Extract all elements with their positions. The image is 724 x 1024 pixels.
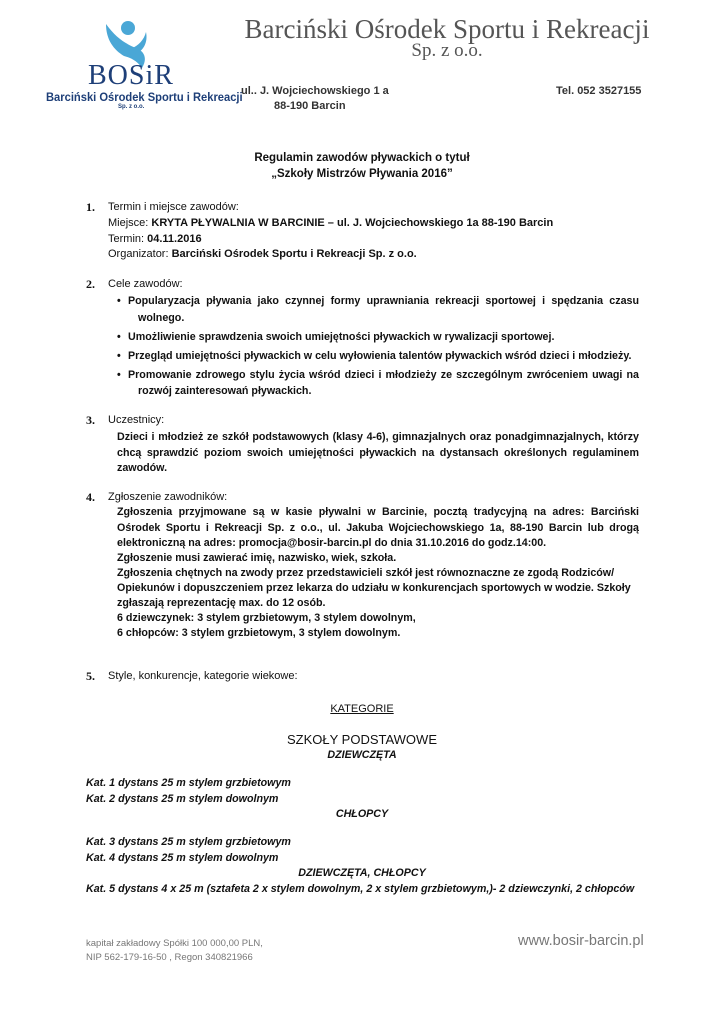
registration-required: Zgłoszenie musi zawierać imię, nazwisko, wiek, szkoła. — [117, 552, 397, 564]
place-value: KRYTA PŁYWALNIA W BARCINIE – ul. J. Wojciechowskiego 1a 88-190 Barcin — [151, 217, 554, 229]
company-sub: Sp. z o.o. — [411, 40, 483, 61]
date-value: 04.11.2016 — [147, 233, 202, 245]
logo-spz: Sp. z o.o. — [118, 104, 145, 110]
organizer-label: Organizator: — [108, 248, 172, 260]
category-1: Kat. 1 dystans 25 m stylem grzbietowym — [86, 777, 291, 789]
footer-capital: kapitał zakładowy Spółki 100 000,00 PLN, — [86, 938, 263, 949]
registration-consent-3: zgłaszają reprezentację max. do 12 osób. — [117, 597, 326, 609]
section-5-heading: Style, konkurencje, kategorie wiekowe: — [108, 670, 298, 682]
participants-text: Dzieci i młodzież ze szkół podstawowych (klasy 4-6), gimnazjalnych oraz ponadgimnazjalnych, którzy chcą sprawdzić poziom swoich umiejętności pływackich na dystansach określonych regulaminem zawodów. — [117, 431, 639, 474]
category-2: Kat. 2 dystans 25 m stylem dowolnym — [86, 793, 279, 805]
registration-boys: 6 chłopców: 3 stylem grzbietowym, 3 stylem dowolnym. — [117, 627, 401, 639]
goal-2: Umożliwienie sprawdzenia swoich umiejętności pływackich w rywalizacji sportowej. — [128, 330, 555, 343]
section-1-number: 1. — [86, 200, 95, 214]
date-label: Termin: — [108, 233, 148, 245]
section-1-place — [108, 217, 553, 229]
logo-subtitle: Barciński Ośrodek Sportu i Rekreacji — [46, 90, 243, 104]
goal-4-line-1: Promowanie zdrowego stylu życia wśród dzieci i młodzieży ze szczególnym zwróceniem uwagi na — [128, 368, 639, 381]
logo-wordmark: BOSiR — [88, 60, 174, 91]
section-3-heading: Uczestnicy: — [108, 414, 165, 426]
registration-girls: 6 dziewczynek: 3 stylem grzbietowym, 3 stylem dowolnym, — [117, 612, 416, 624]
bullet-icon: • — [117, 330, 121, 343]
section-5-number: 5. — [86, 669, 95, 683]
bullet-icon: • — [117, 349, 121, 362]
list-item — [117, 329, 639, 346]
category-4: Kat. 4 dystans 25 m stylem dowolnym — [86, 852, 279, 864]
place-label: Miejsce: — [108, 217, 152, 229]
section-1-heading: Termin i miejsce zawodów: — [108, 201, 239, 213]
doc-title-line2: „Szkoły Mistrzów Pływania 2016” — [271, 168, 453, 180]
list-item — [117, 367, 639, 400]
section-4-number: 4. — [86, 490, 95, 504]
doc-title-line1: Regulamin zawodów pływackich o tytuł — [254, 152, 470, 164]
section-2-heading: Cele zawodów: — [108, 278, 183, 290]
category-3: Kat. 3 dystans 25 m stylem grzbietowym — [86, 836, 291, 848]
girls-heading: DZIEWCZĘTA — [327, 749, 397, 761]
goal-1-line-2: wolnego. — [138, 311, 185, 324]
goals-list — [117, 293, 639, 402]
bullet-icon: • — [117, 295, 121, 307]
address-line-2: 88-190 Barcin — [274, 100, 346, 112]
section-4-heading: Zgłoszenie zawodników: — [108, 491, 228, 503]
mixed-heading: DZIEWCZĘTA, CHŁOPCY — [298, 867, 426, 879]
phone-number: Tel. 052 3527155 — [556, 85, 642, 97]
section-1-organizer — [108, 248, 417, 260]
bullet-icon: • — [117, 368, 121, 381]
registration-consent-1: Zgłoszenia chętnych na zwody przez przedstawicieli szkół jest równoznaczne ze zgodą Rodziców/ — [117, 567, 615, 579]
registration-consent-2: Opiekunów i dopuszczeniem przez lekarza do udziału w konkurencjach sportowych w wodzie. Szkoły — [117, 582, 631, 594]
registration-paragraph: Zgłoszenia przyjmowane są w kasie pływalni w Barcinie, pocztą tradycyjną na adres: Barciński Ośrodek Sportu i Rekreacji Sp. z o.o., ul. Jakuba Wojciechowskiego 1a, 88-190 Barcin lub drogą elektroniczną na adres: promocja@bosir-barcin.pl do dnia 31.10.2016 do godz.14:00. — [117, 506, 639, 549]
company-name: Barciński Ośrodek Sportu i Rekreacji — [244, 14, 650, 44]
categories-label: KATEGORIE — [330, 703, 394, 715]
boys-heading: CHŁOPCY — [335, 808, 389, 820]
organizer-value: Barciński Ośrodek Sportu i Rekreacji Sp. z o.o. — [171, 248, 417, 260]
goal-3: Przegląd umiejętności pływackich w celu wyłowienia talentów pływackich wśród dzieci i młodzieży. — [128, 349, 632, 362]
goal-4-line-2: rozwój zainteresowań pływackich. — [138, 385, 312, 397]
footer-ids: NIP 562-179-16-50 , Regon 340821966 — [86, 952, 253, 963]
list-item — [117, 348, 639, 365]
list-item — [117, 293, 639, 326]
section-2-number: 2. — [86, 277, 95, 291]
goal-1-line-1: Popularyzacja pływania jako czynnej formy uprawniania rekreacji sportowej i spędzania czasu — [128, 295, 639, 307]
footer-website: www.bosir-barcin.pl — [518, 933, 644, 949]
address-line-1: ul.. J. Wojciechowskiego 1 a — [241, 85, 389, 97]
section-3-number: 3. — [86, 413, 95, 427]
section-1-date — [108, 233, 202, 245]
school-heading: SZKOŁY PODSTAWOWE — [286, 732, 437, 747]
category-5: Kat. 5 dystans 4 x 25 m (sztafeta 2 x stylem dowolnym, 2 x stylem grzbietowym,)- 2 dziewczynki, 2 chłopców — [86, 883, 635, 895]
